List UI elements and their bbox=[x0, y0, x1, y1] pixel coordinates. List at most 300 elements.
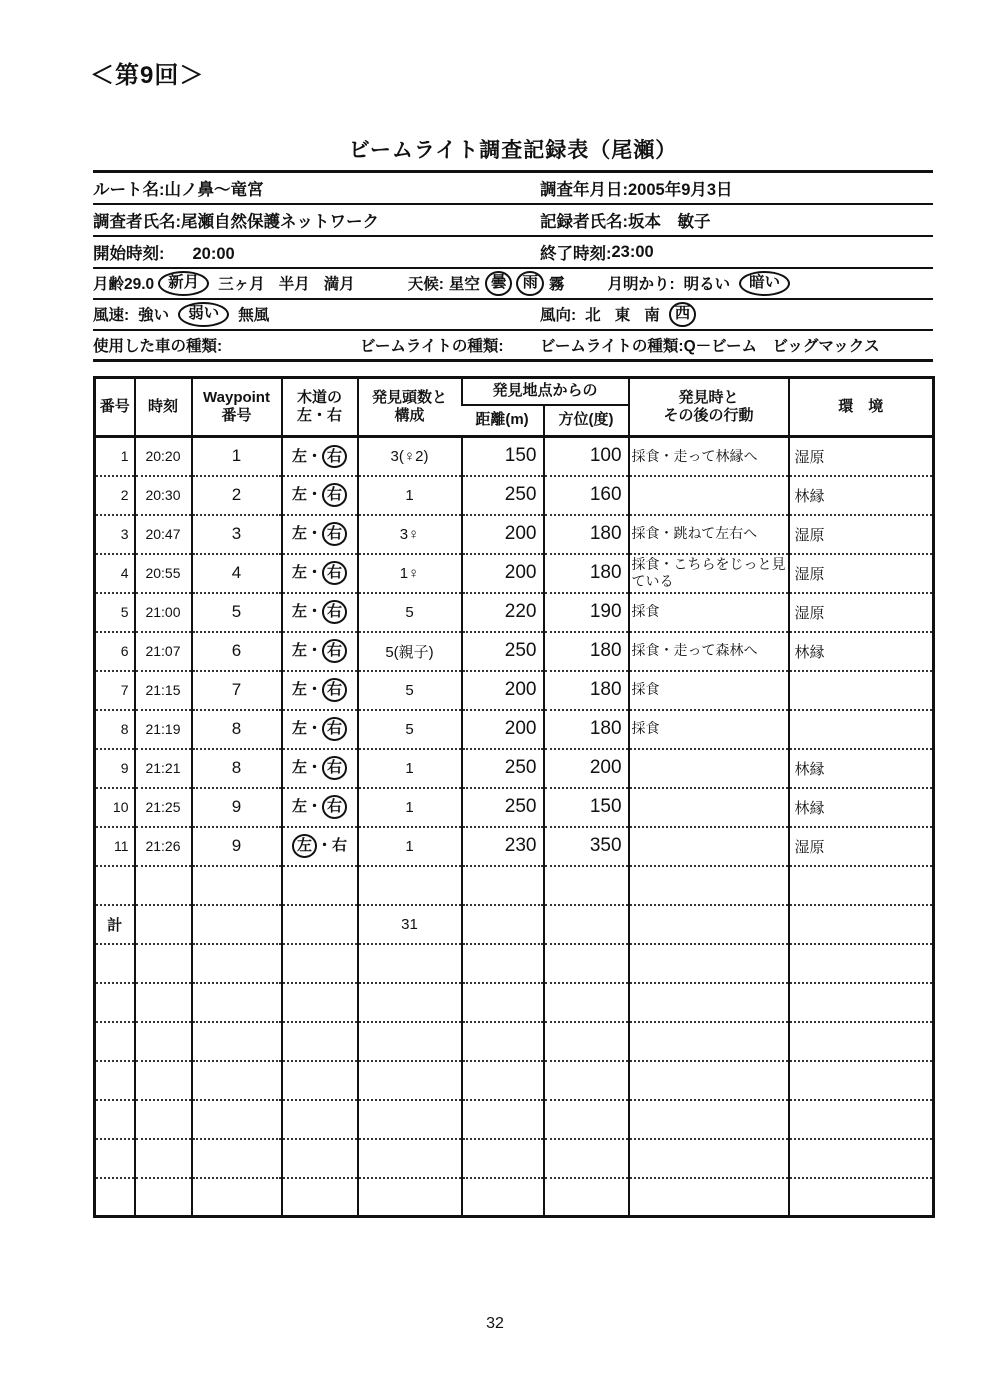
observation-row-10 bbox=[95, 788, 934, 827]
cell-wp: 4 bbox=[192, 554, 282, 593]
cell-bear: 100 bbox=[544, 437, 629, 476]
board-right: 右 bbox=[322, 639, 347, 663]
cell-wp: 9 bbox=[192, 788, 282, 827]
cell-board: 左・ 右 bbox=[282, 632, 358, 671]
cell-bear: 180 bbox=[544, 710, 629, 749]
cell-env: 林縁 bbox=[789, 749, 934, 788]
survey-date-field bbox=[540, 176, 733, 200]
cell-bear: 180 bbox=[544, 671, 629, 710]
cell-dist: 250 bbox=[462, 476, 544, 515]
option-霧: 霧 bbox=[548, 276, 565, 294]
cell-time: 20:20 bbox=[135, 437, 192, 476]
recorder-field bbox=[540, 208, 711, 232]
surveyor-field bbox=[93, 208, 379, 232]
meta-row-surveyor bbox=[93, 205, 933, 237]
cell-board: 左・ 右 bbox=[282, 671, 358, 710]
board-left: 左 bbox=[291, 486, 307, 504]
observation-row-11 bbox=[95, 827, 934, 866]
cell-dist bbox=[462, 1178, 544, 1217]
cell-bear: 150 bbox=[544, 788, 629, 827]
board-left: 左 bbox=[291, 681, 307, 699]
weather-group bbox=[408, 271, 568, 296]
cell-wp bbox=[192, 866, 282, 905]
cell-dist bbox=[462, 1100, 544, 1139]
start-time-field bbox=[93, 240, 235, 264]
cell-act bbox=[629, 827, 789, 866]
cell-dist: 220 bbox=[462, 593, 544, 632]
cell-env bbox=[789, 944, 934, 983]
cell-no: 計 bbox=[95, 905, 135, 944]
empty-row bbox=[95, 1139, 934, 1178]
cell-board: 左・ 右 bbox=[282, 476, 358, 515]
option-無風: 無風 bbox=[238, 307, 270, 325]
cell-no bbox=[95, 866, 135, 905]
cell-bear: 350 bbox=[544, 827, 629, 866]
cell-time: 21:07 bbox=[135, 632, 192, 671]
cell-count: 5(親子) bbox=[358, 632, 462, 671]
cell-act bbox=[629, 866, 789, 905]
cell-wp bbox=[192, 905, 282, 944]
wind-direction-group bbox=[540, 302, 698, 327]
cell-bear bbox=[544, 944, 629, 983]
cell-dist: 200 bbox=[462, 710, 544, 749]
cell-env: 湿原 bbox=[789, 515, 934, 554]
cell-dist bbox=[462, 944, 544, 983]
cell-count bbox=[358, 1022, 462, 1061]
cell-no: 1 bbox=[120, 448, 129, 465]
cell-count: 5 bbox=[358, 593, 462, 632]
cell-act: 採食 bbox=[629, 671, 789, 710]
condition-row-equipment bbox=[93, 331, 933, 362]
cell-count: 31 bbox=[358, 905, 462, 944]
option-星空: 星空 bbox=[448, 276, 480, 294]
cell-bear: 180 bbox=[544, 632, 629, 671]
cell-act bbox=[629, 749, 789, 788]
cell-no: 6 bbox=[95, 632, 135, 671]
observation-table bbox=[93, 376, 935, 1218]
cell-count bbox=[358, 1100, 462, 1139]
end-time-label: 終了時刻: bbox=[540, 245, 612, 263]
cell-no: 10 bbox=[95, 788, 135, 827]
cell-wp bbox=[192, 983, 282, 1022]
cell-count: 3(♀2) bbox=[358, 437, 462, 476]
wind-speed-options bbox=[131, 302, 276, 327]
cell-act bbox=[629, 1139, 789, 1178]
option-強い: 強い bbox=[138, 307, 170, 325]
cell-dist bbox=[462, 1061, 544, 1100]
cell-board bbox=[282, 1100, 358, 1139]
cell-env: 湿原 bbox=[789, 827, 934, 866]
cell-env bbox=[789, 866, 934, 905]
recorder-label: 記録者氏名: bbox=[540, 213, 628, 231]
cell-count bbox=[358, 1061, 462, 1100]
empty-row bbox=[95, 1061, 934, 1100]
cell-wp: 8 bbox=[192, 710, 282, 749]
option-西: 西 bbox=[669, 302, 697, 327]
cell-env bbox=[789, 1061, 934, 1100]
cell-board bbox=[282, 1178, 358, 1217]
cell-act bbox=[629, 1178, 789, 1217]
meta-row-route bbox=[93, 173, 933, 205]
cell-board bbox=[282, 1061, 358, 1100]
cell-time bbox=[135, 1100, 192, 1139]
cell-bear bbox=[544, 1061, 629, 1100]
cell-env: 林縁 bbox=[789, 788, 934, 827]
board-right: 右 bbox=[332, 837, 348, 855]
option-半月: 半月 bbox=[278, 276, 310, 294]
header-number: 番号 bbox=[99, 398, 130, 415]
observation-row-1 bbox=[95, 437, 934, 476]
form-title: ビームライト調査記録表（尾瀬） bbox=[93, 134, 933, 173]
moon-age-label: 月齢29.0 bbox=[93, 276, 155, 294]
cell-board: 左・ 右 bbox=[282, 710, 358, 749]
cell-bear: 180 bbox=[544, 515, 629, 554]
option-満月: 満月 bbox=[323, 276, 355, 294]
cell-env bbox=[789, 671, 934, 710]
cell-wp: 9 bbox=[192, 827, 282, 866]
cell-env: 湿原 bbox=[789, 554, 934, 593]
header-waypoint-line1: Waypoint bbox=[203, 389, 270, 406]
cell-board: 左・ 右 bbox=[282, 515, 358, 554]
cell-wp: 5 bbox=[192, 593, 282, 632]
cell-act: 採食・走って森林へ bbox=[629, 632, 789, 671]
board-left: 左 bbox=[291, 720, 307, 738]
cell-count: 5 bbox=[358, 710, 462, 749]
cell-wp: 3 bbox=[192, 515, 282, 554]
cell-wp: 8 bbox=[192, 749, 282, 788]
wind-direction-label: 風向: bbox=[540, 307, 577, 325]
meta-row-times bbox=[93, 237, 933, 269]
cell-count: 1 bbox=[358, 476, 462, 515]
header-time: 時刻 bbox=[135, 378, 192, 437]
observation-table-header bbox=[95, 378, 934, 437]
cell-time bbox=[135, 944, 192, 983]
cell-bear: 190 bbox=[544, 593, 629, 632]
cell-dist: 250 bbox=[462, 632, 544, 671]
option-東: 東 bbox=[614, 307, 631, 325]
cell-dist bbox=[462, 866, 544, 905]
cell-no: 11 bbox=[95, 827, 135, 866]
cell-act: 採食 bbox=[629, 710, 789, 749]
board-left: 左 bbox=[291, 447, 307, 465]
moonlight-options bbox=[677, 271, 793, 296]
cell-no: 8 bbox=[95, 710, 135, 749]
cell-env bbox=[789, 1178, 934, 1217]
cell-time: 20:30 bbox=[135, 476, 192, 515]
cell-board: 左・ 右 bbox=[282, 593, 358, 632]
beamlight-type-value: Q－ビーム ビッグマックス bbox=[683, 338, 880, 355]
cell-time bbox=[135, 905, 192, 944]
end-time-value: 23:00 bbox=[611, 242, 654, 261]
cell-env: 林縁 bbox=[789, 476, 934, 515]
empty-row bbox=[95, 944, 934, 983]
cell-no bbox=[95, 1100, 135, 1139]
cell-wp: 1 bbox=[192, 437, 282, 476]
cell-count bbox=[358, 1178, 462, 1217]
board-right: 右 bbox=[322, 717, 347, 741]
board-left: 左 bbox=[291, 525, 307, 543]
cell-act bbox=[629, 476, 789, 515]
board-right: 右 bbox=[322, 795, 347, 819]
condition-row-moon-weather bbox=[93, 269, 933, 300]
page-number: 32 bbox=[486, 1315, 504, 1332]
cell-board bbox=[282, 983, 358, 1022]
cell-env: 湿原 bbox=[789, 437, 934, 476]
cell-dist: 200 bbox=[462, 554, 544, 593]
route-label: ルート名: bbox=[93, 181, 165, 199]
board-right: 右 bbox=[322, 678, 347, 702]
cell-time bbox=[135, 1139, 192, 1178]
weather-options bbox=[446, 271, 568, 296]
cell-act: 採食 bbox=[629, 593, 789, 632]
header-count-line2: 構成 bbox=[394, 407, 425, 424]
observation-row-6 bbox=[95, 632, 934, 671]
vehicle-type-label: 使用した車の種類: bbox=[93, 338, 223, 355]
start-time-label: 開始時刻: bbox=[93, 245, 165, 263]
cell-board bbox=[282, 1139, 358, 1178]
board-left: 左 bbox=[291, 759, 307, 777]
cell-wp bbox=[192, 1061, 282, 1100]
cell-count: 1 bbox=[358, 827, 462, 866]
header-from-point: 発見地点からの bbox=[462, 378, 629, 405]
cell-count bbox=[358, 944, 462, 983]
cell-dist: 250 bbox=[462, 788, 544, 827]
survey-form bbox=[93, 134, 933, 1218]
cell-time: 20:55 bbox=[135, 554, 192, 593]
board-left: 左 bbox=[292, 834, 317, 858]
cell-env bbox=[789, 1139, 934, 1178]
total-row bbox=[95, 905, 934, 944]
option-雨: 雨 bbox=[516, 271, 544, 296]
cell-count: 5 bbox=[358, 671, 462, 710]
cell-dist bbox=[462, 983, 544, 1022]
cell-time: 21:25 bbox=[135, 788, 192, 827]
board-right: 右 bbox=[322, 522, 347, 546]
cell-no: 9 bbox=[95, 749, 135, 788]
cell-dist: 250 bbox=[462, 749, 544, 788]
cell-bear: 160 bbox=[544, 476, 629, 515]
cell-wp: 2 bbox=[192, 476, 282, 515]
cell-time bbox=[135, 983, 192, 1022]
cell-act bbox=[629, 944, 789, 983]
cell-act bbox=[629, 905, 789, 944]
cell-bear bbox=[544, 1100, 629, 1139]
option-南: 南 bbox=[644, 307, 660, 325]
cell-board: 左・ 右 bbox=[282, 554, 358, 593]
cell-act: 採食・走って林縁へ bbox=[629, 437, 789, 476]
cell-act bbox=[629, 1100, 789, 1139]
cell-count: 3♀ bbox=[358, 515, 462, 554]
board-right: 右 bbox=[322, 600, 347, 624]
cell-time: 21:26 bbox=[135, 827, 192, 866]
start-time-value: 20:00 bbox=[192, 245, 235, 263]
cell-dist bbox=[462, 1022, 544, 1061]
header-waypoint-line2: 番号 bbox=[221, 407, 252, 424]
observation-row-5 bbox=[95, 593, 934, 632]
cell-time bbox=[135, 1061, 192, 1100]
option-新月: 新月 bbox=[158, 271, 209, 296]
cell-no: 4 bbox=[95, 554, 135, 593]
observation-row-3 bbox=[95, 515, 934, 554]
end-time-field bbox=[540, 240, 654, 264]
cell-wp bbox=[192, 944, 282, 983]
cell-no bbox=[95, 1139, 135, 1178]
cell-env bbox=[789, 983, 934, 1022]
empty-row bbox=[95, 1178, 934, 1217]
moon-age-options bbox=[156, 271, 362, 296]
empty-row bbox=[95, 1022, 934, 1061]
cell-bear bbox=[544, 1178, 629, 1217]
cell-dist: 200 bbox=[462, 515, 544, 554]
moonlight-label: 月明かり: bbox=[607, 276, 675, 294]
cell-board bbox=[282, 905, 358, 944]
cell-count bbox=[358, 866, 462, 905]
cell-env: 湿原 bbox=[789, 593, 934, 632]
beamlight-type-label: ビームライトの種類: bbox=[360, 338, 504, 355]
header-behavior-line2: その後の行動 bbox=[663, 407, 754, 424]
option-弱い: 弱い bbox=[178, 302, 229, 327]
cell-count: 1 bbox=[358, 788, 462, 827]
observation-row-8 bbox=[95, 710, 934, 749]
header-distance: 距離(m) bbox=[475, 411, 529, 429]
cell-bear bbox=[544, 1022, 629, 1061]
cell-time bbox=[135, 1022, 192, 1061]
cell-no bbox=[95, 1061, 135, 1100]
cell-bear: 180 bbox=[544, 554, 629, 593]
option-暗い: 暗い bbox=[739, 271, 790, 296]
condition-row-wind bbox=[93, 300, 933, 331]
header-behavior-line1: 発見時と bbox=[678, 389, 739, 406]
surveyor-label: 調査者氏名: bbox=[93, 213, 181, 231]
recorder-value: 坂本 敏子 bbox=[628, 213, 711, 231]
cell-wp bbox=[192, 1178, 282, 1217]
weather-label: 天候: bbox=[407, 276, 444, 294]
board-right: 右 bbox=[322, 756, 347, 780]
cell-time: 21:00 bbox=[135, 593, 192, 632]
cell-wp bbox=[192, 1139, 282, 1178]
observation-table-body bbox=[95, 437, 934, 1217]
cell-act bbox=[629, 788, 789, 827]
cell-no: 3 bbox=[95, 515, 135, 554]
header-waypoint bbox=[192, 378, 282, 437]
empty-row bbox=[95, 866, 934, 905]
route-field bbox=[93, 176, 264, 200]
wind-direction-options bbox=[578, 302, 698, 327]
beamlight-type-field-label: ビームライトの種類: bbox=[540, 338, 684, 355]
cell-time bbox=[135, 1178, 192, 1217]
option-三ヶ月: 三ヶ月 bbox=[218, 276, 265, 294]
header-bearing: 方位(度) bbox=[544, 405, 629, 437]
cell-bear: 200 bbox=[544, 749, 629, 788]
cell-time: 21:21 bbox=[135, 749, 192, 788]
cell-act: 採食・跳ねて左右へ bbox=[629, 515, 789, 554]
cell-board bbox=[282, 1022, 358, 1061]
header-boardwalk bbox=[282, 378, 358, 437]
cell-env: 林縁 bbox=[789, 632, 934, 671]
option-明るい: 明るい bbox=[683, 276, 731, 294]
cell-board: 左・ 右 bbox=[282, 788, 358, 827]
cell-no bbox=[95, 1178, 135, 1217]
cell-wp: 7 bbox=[192, 671, 282, 710]
observation-row-4 bbox=[95, 554, 934, 593]
wind-speed-label: 風速: bbox=[93, 307, 130, 325]
board-right: 右 bbox=[322, 445, 347, 469]
cell-no bbox=[95, 983, 135, 1022]
empty-row bbox=[95, 1100, 934, 1139]
wind-speed-group bbox=[93, 302, 276, 327]
cell-count: 1♀ bbox=[358, 554, 462, 593]
observation-row-2 bbox=[95, 476, 934, 515]
header-behavior bbox=[629, 378, 789, 437]
cell-act bbox=[629, 1061, 789, 1100]
header-boardwalk-line2: 左・右 bbox=[296, 407, 342, 424]
cell-time bbox=[135, 866, 192, 905]
session-label: ＜第9回＞ bbox=[90, 62, 205, 89]
cell-act bbox=[629, 983, 789, 1022]
cell-env bbox=[789, 905, 934, 944]
cell-count bbox=[358, 1139, 462, 1178]
cell-dist: 200 bbox=[462, 671, 544, 710]
header-count bbox=[358, 378, 462, 437]
cell-wp: 6 bbox=[192, 632, 282, 671]
cell-bear bbox=[544, 866, 629, 905]
board-left: 左 bbox=[291, 603, 307, 621]
board-left: 左 bbox=[291, 798, 307, 816]
survey-date-label: 調査年月日: bbox=[540, 181, 628, 199]
cell-board: 左・ 右 bbox=[282, 437, 358, 476]
board-left: 左 bbox=[291, 564, 307, 582]
cell-env bbox=[789, 1100, 934, 1139]
observation-row-9 bbox=[95, 749, 934, 788]
cell-dist bbox=[462, 905, 544, 944]
cell-no bbox=[95, 944, 135, 983]
cell-bear bbox=[544, 1139, 629, 1178]
cell-dist: 150 bbox=[462, 437, 544, 476]
cell-board: 左 ・右 bbox=[282, 827, 358, 866]
cell-no: 7 bbox=[95, 671, 135, 710]
beamlight-type-field bbox=[540, 334, 880, 356]
cell-no: 5 bbox=[95, 593, 135, 632]
surveyor-value: 尾瀬自然保護ネットワーク bbox=[181, 213, 379, 231]
survey-date-value: 2005年9月3日 bbox=[628, 181, 733, 199]
cell-board: 左・ 右 bbox=[282, 749, 358, 788]
cell-time: 20:47 bbox=[135, 515, 192, 554]
cell-time: 21:19 bbox=[135, 710, 192, 749]
moonlight-group bbox=[607, 271, 792, 296]
option-北: 北 bbox=[585, 307, 601, 325]
cell-act: 採食・こちらをじっと見ている bbox=[629, 554, 789, 593]
cell-no: 2 bbox=[95, 476, 135, 515]
cell-wp bbox=[192, 1022, 282, 1061]
cell-count: 1 bbox=[358, 749, 462, 788]
route-value: 山ノ鼻～竜宮 bbox=[164, 181, 264, 199]
header-count-line1: 発見頭数と bbox=[371, 389, 447, 406]
board-right: 右 bbox=[322, 561, 347, 585]
cell-env bbox=[789, 1022, 934, 1061]
cell-env bbox=[789, 710, 934, 749]
cell-bear bbox=[544, 983, 629, 1022]
cell-dist bbox=[462, 1139, 544, 1178]
cell-count bbox=[358, 983, 462, 1022]
cell-no bbox=[95, 1022, 135, 1061]
moon-age-group bbox=[93, 271, 362, 296]
header-boardwalk-line1: 木道の bbox=[296, 389, 342, 406]
cell-board bbox=[282, 866, 358, 905]
empty-row bbox=[95, 983, 934, 1022]
option-曇: 曇 bbox=[485, 271, 513, 296]
header-environment: 環 境 bbox=[789, 378, 934, 437]
cell-dist: 230 bbox=[462, 827, 544, 866]
